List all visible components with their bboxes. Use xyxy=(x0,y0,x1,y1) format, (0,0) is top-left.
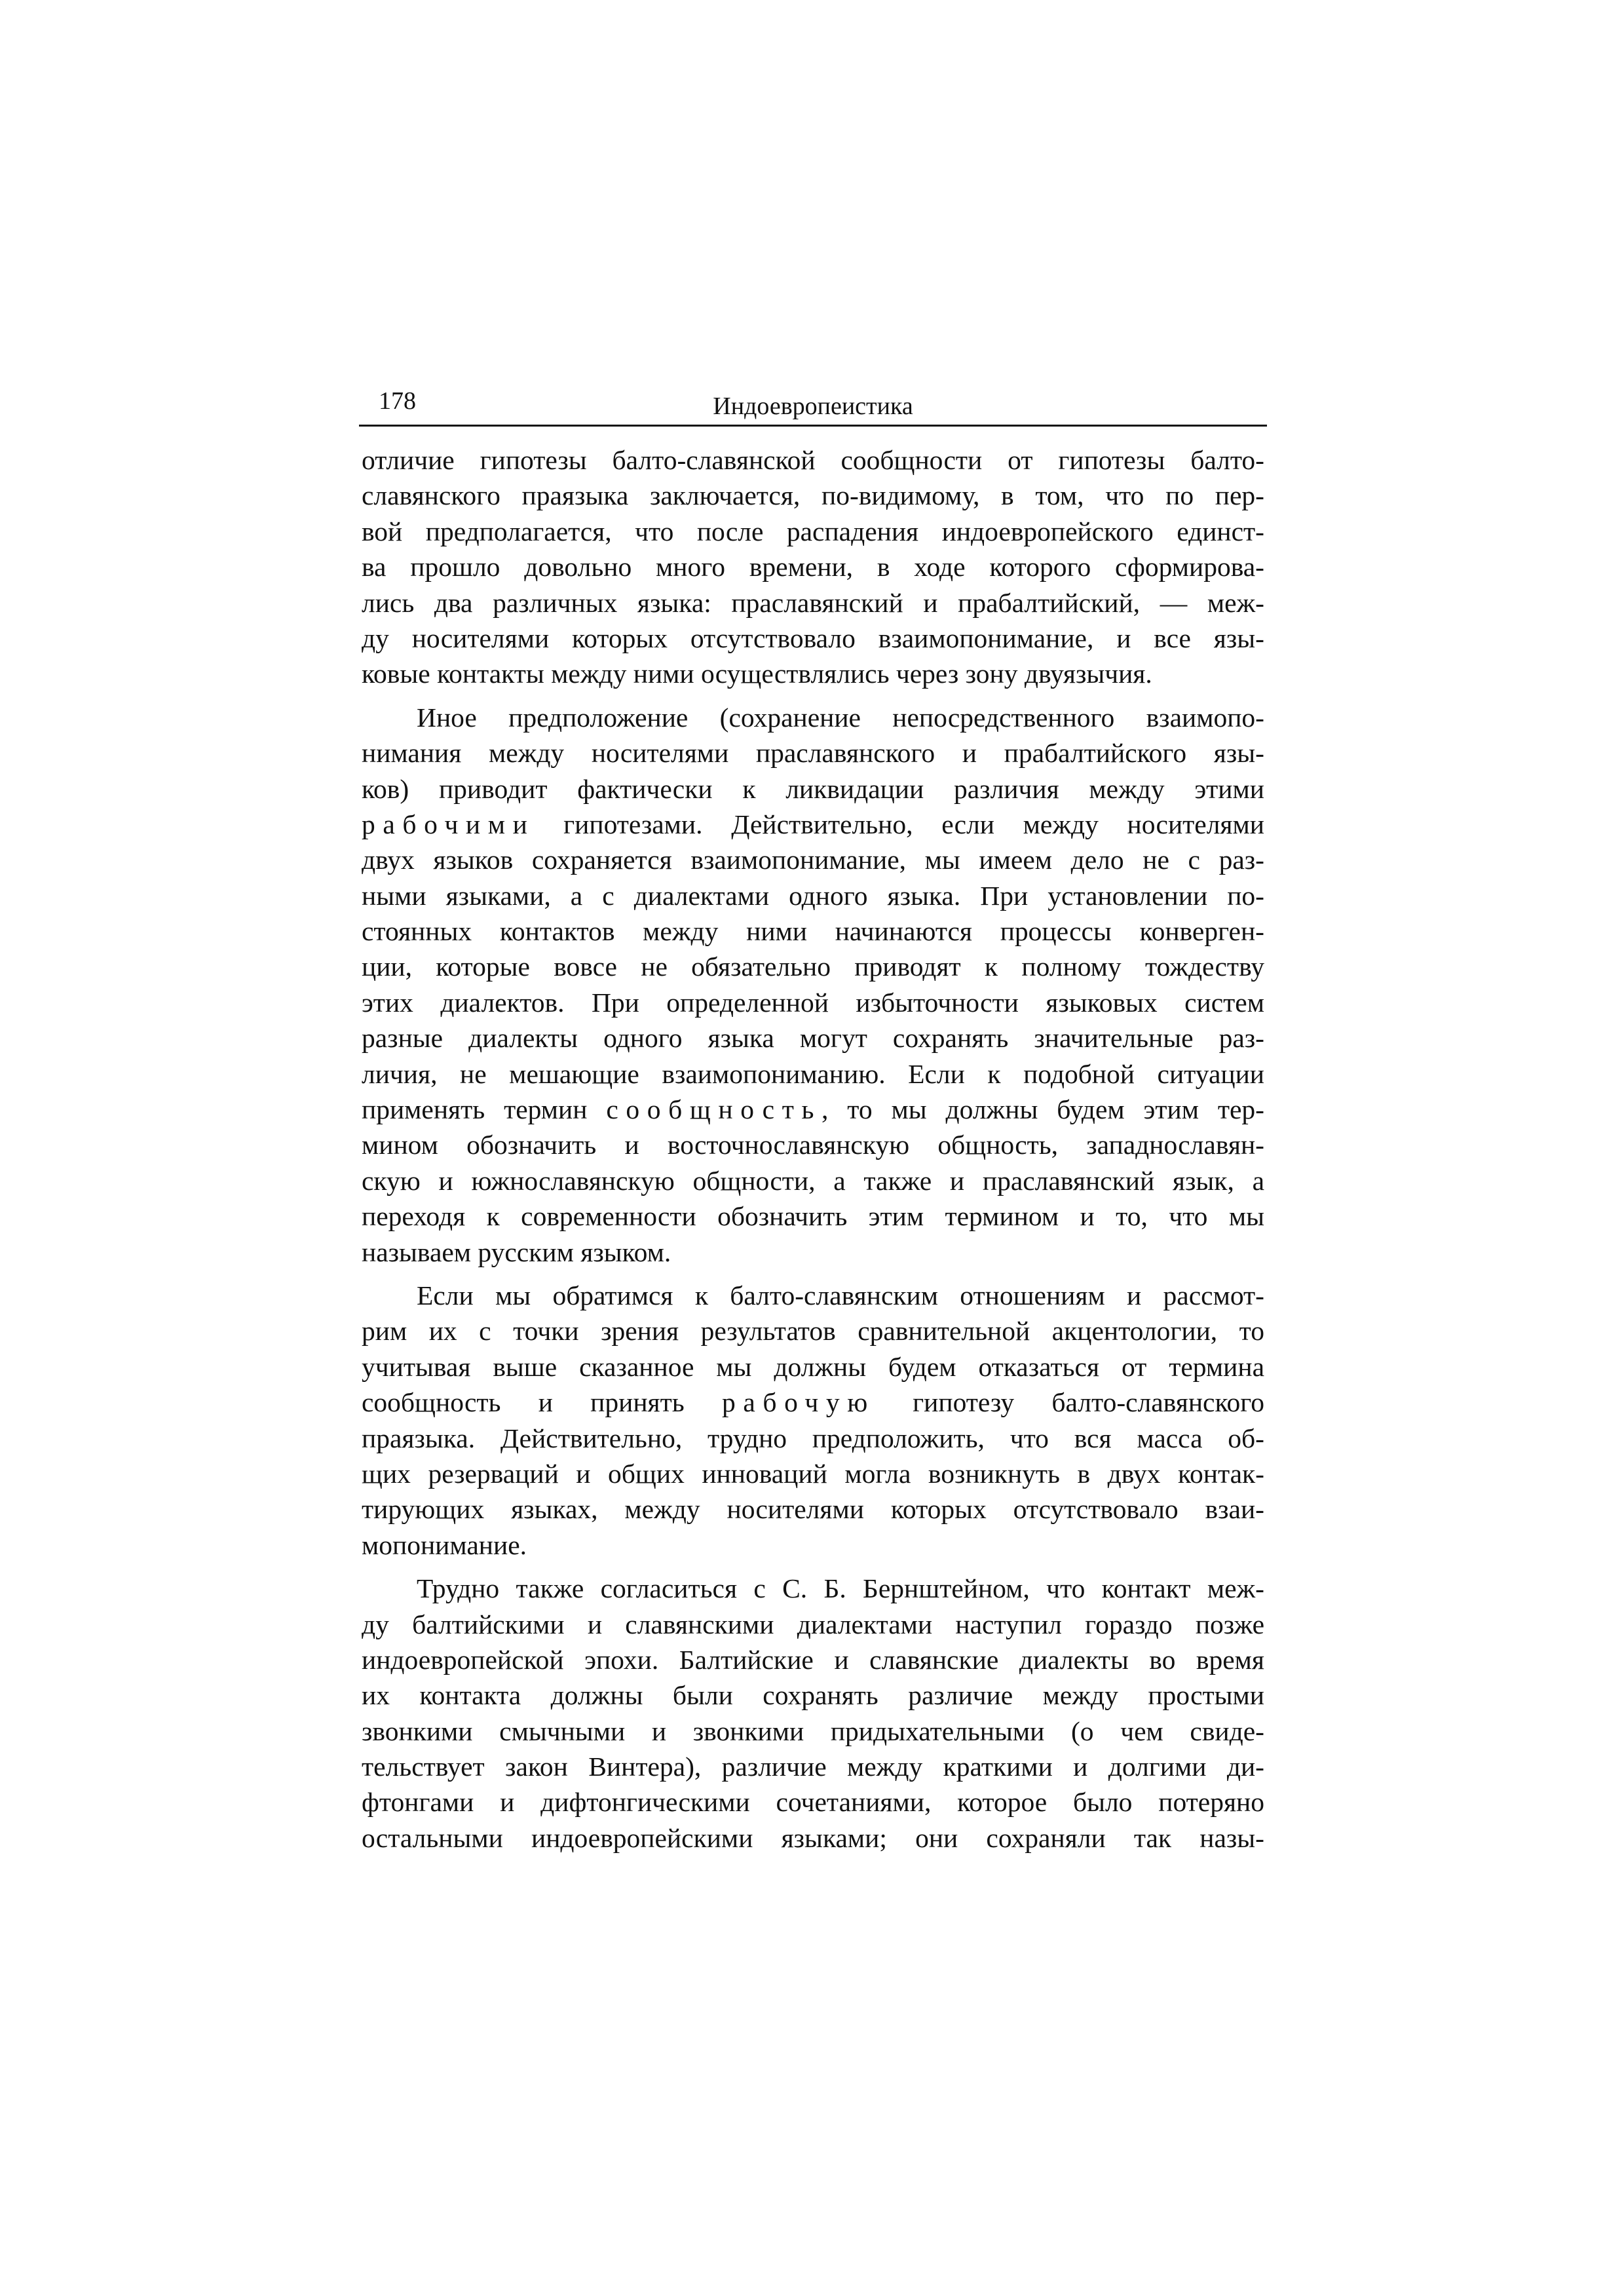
text-line: щих резерваций и общих инноваций могла возникнуть в двух контак- xyxy=(362,1458,1264,1489)
paragraph-gap xyxy=(362,692,1264,700)
text-line: ковые контакты между ними осуществлялись через зону двуязычия. xyxy=(362,659,1152,689)
text-line: ков) приводит фактически к ликвидации различия между этими xyxy=(362,773,1264,804)
text-line: учитывая выше сказанное мы должны будем отказаться от термина xyxy=(362,1351,1264,1382)
text-line: стоянных контактов между ними начинаются процессы конверген- xyxy=(362,916,1264,947)
text-line-composite xyxy=(362,1385,1264,1420)
text-line: нимания между носителями праславянского и прабалтийского язы- xyxy=(362,738,1264,769)
text-line: их контакта должны были сохранять различие между простыми xyxy=(362,1680,1264,1711)
text-line: мином обозначить и восточнославянскую общность, западнославян- xyxy=(362,1130,1264,1160)
paragraph-gap xyxy=(362,1563,1264,1571)
text-line: этих диалектов. При определенной избыточности языковых систем xyxy=(362,987,1264,1018)
paragraph-1 xyxy=(362,442,1264,692)
text-line: рим их с точки зрения результатов сравнительной акцентологии, то xyxy=(362,1316,1264,1347)
text-line: индоевропейской эпохи. Балтийские и славянские диалекты во время xyxy=(362,1644,1264,1675)
text-line: лись два различных языка: праславянский и прабалтийский, — меж- xyxy=(362,587,1264,618)
running-header xyxy=(359,385,1267,427)
text-line: двух языков сохраняется взаимопонимание, мы имеем дело не с раз- xyxy=(362,845,1264,875)
text-line: звонкими смычными и звонкими придыхательными (о чем свиде- xyxy=(362,1715,1264,1746)
text-line: тельствует закон Винтера), различие между краткими и долгими ди- xyxy=(362,1751,1264,1782)
text-line: праязыка. Действительно, трудно предположить, что вся масса об- xyxy=(362,1423,1264,1453)
text-line: отличие гипотезы балто-славянской сообщности от гипотезы балто- xyxy=(362,445,1264,475)
text-line: Иное предположение (сохранение непосредственного взаимопо- xyxy=(417,702,1264,733)
paragraph-2 xyxy=(362,700,1264,1270)
text-line: называем русским языком. xyxy=(362,1236,671,1267)
text-line: скую и южнославянскую общности, а также и праславянский язык, а xyxy=(362,1165,1264,1196)
text-line: ции, которые вовсе не обязательно приводят к полному тождеству xyxy=(362,951,1264,982)
paragraph-3 xyxy=(362,1278,1264,1563)
text-fragment: применять термин xyxy=(362,1094,588,1125)
text-line: ду балтийскими и славянскими диалектами наступил гораздо позже xyxy=(362,1609,1264,1639)
text-line: славянского праязыка заключается, по-видимому, в том, что по пер- xyxy=(362,480,1264,511)
body-text xyxy=(362,442,1264,1856)
page-number: 178 xyxy=(379,387,416,415)
text-line: мопонимание. xyxy=(362,1529,527,1560)
text-fragment: гипотезу балто-славянского xyxy=(913,1387,1264,1418)
text-line: ва прошло довольно много времени, в ходе которого сформирова- xyxy=(362,552,1264,583)
text-line: переходя к современности обозначить этим термином и то, что мы xyxy=(362,1201,1264,1232)
text-line: Трудно также согласиться с С. Б. Бернштейном, что контакт меж- xyxy=(417,1573,1264,1604)
paragraph-gap xyxy=(362,1270,1264,1278)
running-title: Индоевропеистика xyxy=(713,392,913,420)
text-fragment: , то мы должны будем этим тер- xyxy=(821,1094,1264,1125)
text-line: тирующих языках, между носителями которых отсутствовало взаи- xyxy=(362,1494,1264,1525)
text-line: ными языками, а с диалектами одного языка. При установлении по- xyxy=(362,880,1264,911)
text-line: разные диалекты одного языка могут сохранять значительные раз- xyxy=(362,1023,1264,1054)
text-line: личия, не мешающие взаимопониманию. Если к подобной ситуации xyxy=(362,1058,1264,1089)
spaced-term-rabochimi: рабочими xyxy=(362,809,535,839)
text-line: фтонгами и дифтонгическими сочетаниями, которое было потеряно xyxy=(362,1787,1264,1818)
text-fragment: гипотезами. Действительно, если между носителями xyxy=(563,809,1264,839)
spaced-term-rabochuyu: рабочую xyxy=(721,1387,875,1418)
text-line: ду носителями которых отсутствовало взаимопонимание, и все язы- xyxy=(362,622,1264,653)
text-fragment: сообщность и принять xyxy=(362,1387,685,1418)
spaced-term-soobshchnost: сообщность xyxy=(606,1094,822,1125)
text-line: остальными индоевропейскими языками; они сохраняли так назы- xyxy=(362,1822,1264,1853)
paragraph-4 xyxy=(362,1571,1264,1856)
text-line-composite xyxy=(362,807,1264,842)
text-line-composite xyxy=(362,1092,1264,1127)
text-line: Если мы обратимся к балто-славянским отношениям и рассмот- xyxy=(417,1280,1264,1311)
text-line: вой предполагается, что после распадения индоевропейского единст- xyxy=(362,516,1264,546)
